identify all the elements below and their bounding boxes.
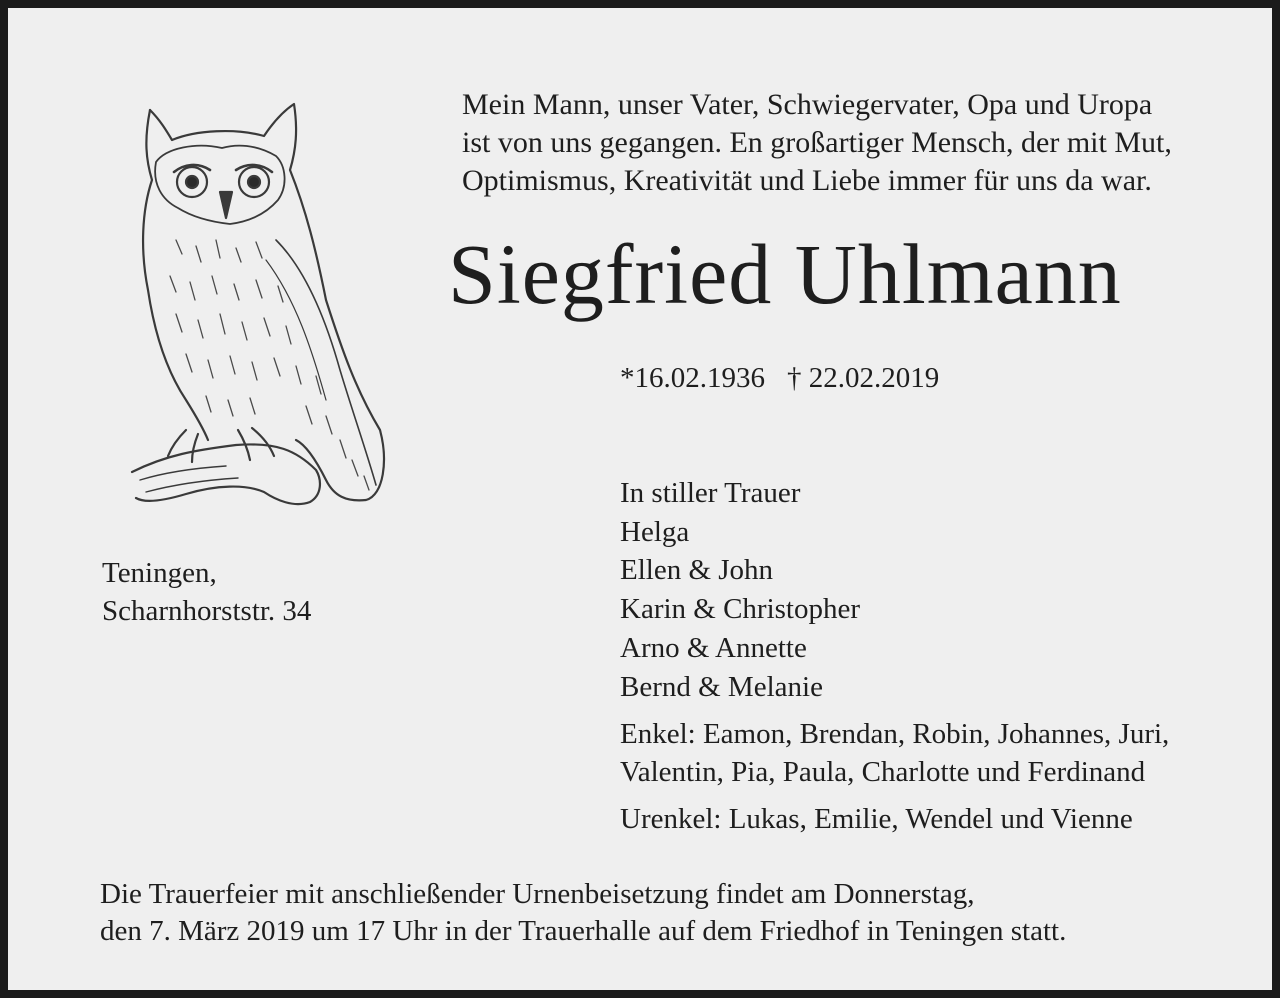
intro-text [462,86,1262,200]
intro-line: Mein Mann, unser Vater, Schwiegervater, Opa und Uropa [462,88,1153,121]
obituary-notice [8,8,1272,990]
mourners-heading: In stiller Trauer [620,477,801,509]
death-date: † 22.02.2019 [787,362,940,394]
grandchildren [620,715,1260,791]
intro-line: ist von uns gegangen. En großartiger Mensch, der mit Mut, [462,126,1172,159]
mourner-name: Arno & Annette [620,631,807,664]
service-line: den 7. März 2019 um 17 Uhr in der Trauerhalle auf dem Friedhof in Teningen statt. [100,915,1067,947]
address [102,554,311,630]
service-line: Die Trauerfeier mit anschließender Urnenbeisetzung findet am Donnerstag, [100,878,975,910]
deceased-name: Siegfried Uhlmann [448,226,1122,322]
birth-date: *16.02.1936 [620,362,765,394]
address-line: Teningen, [102,557,217,589]
intro-line: Optimismus, Kreativität und Liebe immer für uns da war. [462,164,1152,197]
grandchildren-line: Valentin, Pia, Paula, Charlotte und Ferdinand [620,756,1146,788]
address-line: Scharnhorststr. 34 [102,595,312,627]
mourner-name: Bernd & Melanie [620,670,823,703]
mourner-name: Karin & Christopher [620,593,861,626]
life-dates [620,360,939,396]
great-grandchildren: Urenkel: Lukas, Emilie, Wendel und Vienne [620,803,1133,835]
grandchildren-line: Enkel: Eamon, Brendan, Robin, Johannes, Juri, [620,718,1170,750]
owl-illustration-icon [126,100,398,514]
mourners-list [620,474,1260,706]
funeral-service-info [100,876,1240,950]
mourner-name: Ellen & John [620,554,774,587]
mourner-name: Helga [620,515,690,548]
